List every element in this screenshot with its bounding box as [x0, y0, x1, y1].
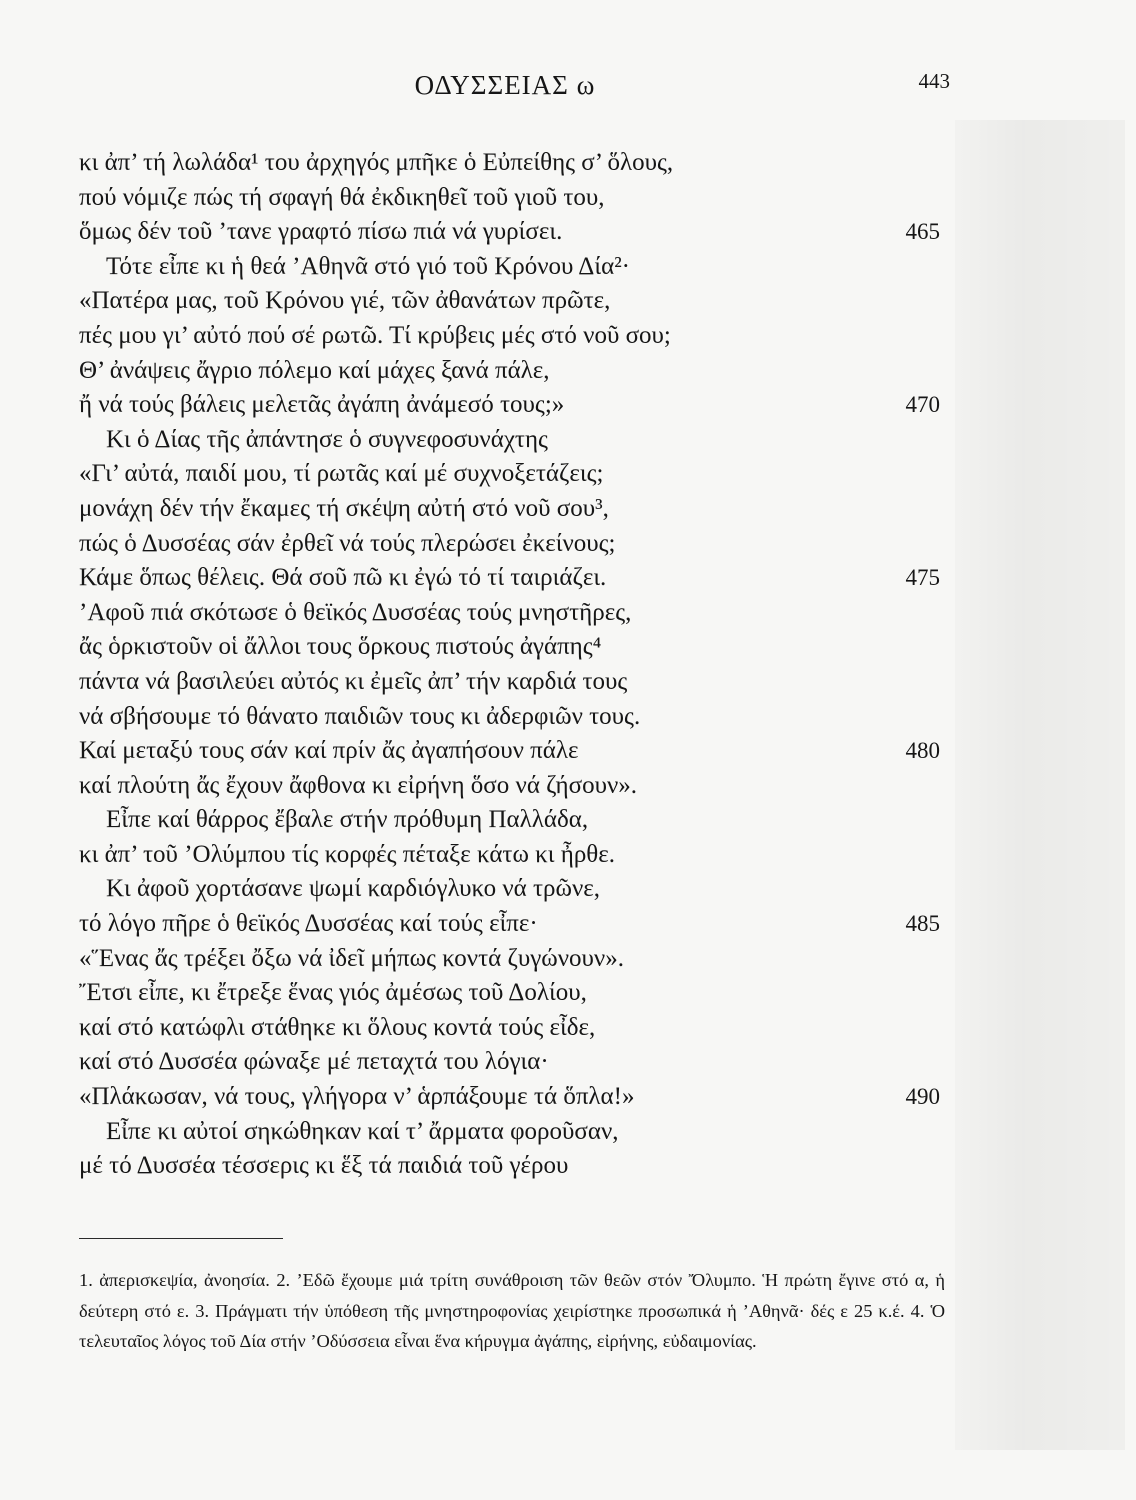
running-header-title: ΟΔΥΣΣΕΙΑΣ ω [414, 70, 596, 100]
verse-block [0, 146, 1136, 1184]
verse-text: τό λόγο πῆρε ὁ θεϊκός Δυσσέας καί τούς εἶπε· [79, 910, 538, 938]
verse-text: Τότε εἶπε κι ἡ θεά ’Αθηνᾶ στό γιό τοῦ Κρόνου Δία²· [106, 252, 631, 280]
verse-text: «Πατέρα μας, τοῦ Κρόνου γιέ, τῶν ἀθανάτων πρῶτε, [79, 287, 611, 315]
line-number: 470 [905, 392, 940, 418]
verse-text: «Ἕνας ἄς τρέξει ὄξω νά ἰδεῖ μήπως κοντά ζυγώνουν». [79, 944, 624, 972]
verse-line [0, 838, 1136, 873]
verse-line [0, 284, 1136, 319]
verse-line [0, 1080, 1136, 1115]
verse-line [0, 942, 1136, 977]
verse-text: Κάμε ὅπως θέλεις. Θά σοῦ πῶ κι ἐγώ τό τί ταιριάζει. [79, 564, 607, 592]
line-number: 485 [905, 911, 940, 937]
verse-text: Καί μεταξύ τους σάν καί πρίν ἄς ἀγαπήσουν πάλε [79, 737, 579, 765]
verse-line [0, 457, 1136, 492]
verse-text: καί πλούτη ἄς ἔχουν ἄφθονα κι εἰρήνη ὅσο νά ζήσουν». [79, 771, 638, 799]
verse-line [0, 1011, 1136, 1046]
verse-line [0, 1045, 1136, 1080]
verse-text: μέ τό Δυσσέα τέσσερις κι ἕξ τά παιδιά τοῦ γέρου [79, 1152, 569, 1180]
verse-text: πές μου γι’ αὐτό πού σέ ρωτῶ. Τί κρύβεις μές στό νοῦ σου; [79, 321, 671, 349]
verse-text: ἤ νά τούς βάλεις μελετᾶς ἀγάπη ἀνάμεσό τους;» [79, 391, 565, 419]
verse-line [0, 1115, 1136, 1150]
verse-line [0, 803, 1136, 838]
footnotes: 1. ἀπερισκεψία, ἀνοησία. 2. ’Εδῶ ἔχουμε μιά τρίτη συνάθροιση τῶν θεῶν στόν Ὄλυμπο. Ἡ πρώτη ἔγινε στό α, ἡ δεύτερη στό ε. 3. Πράγματι τήν ὑπόθεση τῆς μνηστηροφονίας χειρίστηκε προσωπικά ἡ ’Αθηνᾶ· δές ε 25 κ.έ. 4. Ὁ τελευταῖος λόγος τοῦ Δία στήν ’Οδύσσεια εἶναι ἕνα κήρυγμα ἀγάπης, εἰρήνης, εὐδαιμονίας. [79, 1270, 945, 1351]
verse-text: πού νόμιζε πώς τή σφαγή θά ἐκδικηθεῖ τοῦ γιοῦ του, [79, 183, 605, 211]
verse-text: νά σβήσουμε τό θάνατο παιδιῶν τους κι ἀδερφιῶν τους. [79, 702, 641, 730]
verse-text: Κι ἀφοῦ χορτάσανε ψωμί καρδιόγλυκο νά τρῶνε, [106, 875, 600, 903]
verse-text: ἄς ὁρκιστοῦν οἱ ἄλλοι τους ὅρκους πιστούς ἀγάπης⁴ [79, 633, 602, 661]
verse-line [0, 976, 1136, 1011]
verse-text: πάντα νά βασιλεύει αὐτός κι ἐμεῖς ἀπ’ τήν καρδιά τους [79, 667, 628, 695]
verse-line [0, 872, 1136, 907]
verse-line [0, 907, 1136, 942]
footnote-divider [79, 1238, 283, 1239]
verse-text: καί στό κατώφλι στάθηκε κι ὅλους κοντά τούς εἶδε, [79, 1013, 596, 1041]
verse-text: ὅμως δέν τοῦ ’τανε γραφτό πίσω πιά νά γυρίσει. [79, 218, 563, 246]
verse-line [0, 250, 1136, 285]
verse-text: ’Αφοῦ πιά σκότωσε ὁ θεϊκός Δυσσέας τούς μνηστῆρες, [79, 598, 632, 626]
verse-text: μονάχη δέν τήν ἔκαμες τή σκέψη αὐτή στό νοῦ σου³, [79, 494, 609, 522]
verse-line [0, 734, 1136, 769]
line-number: 490 [905, 1084, 940, 1110]
verse-line [0, 388, 1136, 423]
verse-line [0, 769, 1136, 804]
verse-line [0, 700, 1136, 735]
verse-line [0, 319, 1136, 354]
verse-text: «Γι’ αὐτά, παιδί μου, τί ρωτᾶς καί μέ συχνοξετάζεις; [79, 460, 604, 488]
verse-line [0, 354, 1136, 389]
verse-text: Εἶπε καί θάρρος ἔβαλε στήν πρόθυμη Παλλάδα, [106, 806, 589, 834]
verse-line [0, 665, 1136, 700]
verse-line [0, 181, 1136, 216]
verse-line [0, 215, 1136, 250]
line-number: 475 [905, 565, 940, 591]
verse-text: Κι ὁ Δίας τῆς ἀπάντησε ὁ συγνεφοσυνάχτης [106, 425, 548, 453]
verse-line [0, 527, 1136, 562]
verse-text: κι ἀπ’ τοῦ ’Ολύμπου τίς κορφές πέταξε κάτω κι ἦρθε. [79, 840, 616, 868]
verse-line [0, 492, 1136, 527]
page-number: 443 [918, 69, 950, 93]
verse-line [0, 630, 1136, 665]
verse-text: Εἶπε κι αὐτοί σηκώθηκαν καί τ’ ἄρματα φοροῦσαν, [106, 1117, 619, 1145]
line-number: 480 [905, 738, 940, 764]
verse-text: «Πλάκωσαν, νά τους, γλήγορα ν’ ἁρπάξουμε τά ὅπλα!» [79, 1083, 635, 1111]
line-number: 465 [905, 219, 940, 245]
verse-text: κι ἀπ’ τή λωλάδα¹ του ἀρχηγός μπῆκε ὁ Εὐπείθης σ’ ὅλους, [79, 149, 674, 176]
verse-text: Θ’ ἀνάψεις ἄγριο πόλεμο καί μάχες ξανά πάλε, [79, 356, 550, 384]
verse-line [0, 596, 1136, 631]
verse-text: πώς ὁ Δυσσέας σάν ἐρθεῖ νά τούς πλερώσει ἐκείνους; [79, 529, 616, 557]
verse-text: καί στό Δυσσέα φώναξε μέ πεταχτά του λόγια· [79, 1048, 549, 1076]
verse-line [0, 146, 1136, 181]
verse-text: Ἔτσι εἶπε, κι ἔτρεξε ἕνας γιός ἀμέσως τοῦ Δολίου, [79, 979, 587, 1007]
verse-line [0, 561, 1136, 596]
verse-line [0, 1149, 1136, 1184]
verse-line [0, 423, 1136, 458]
